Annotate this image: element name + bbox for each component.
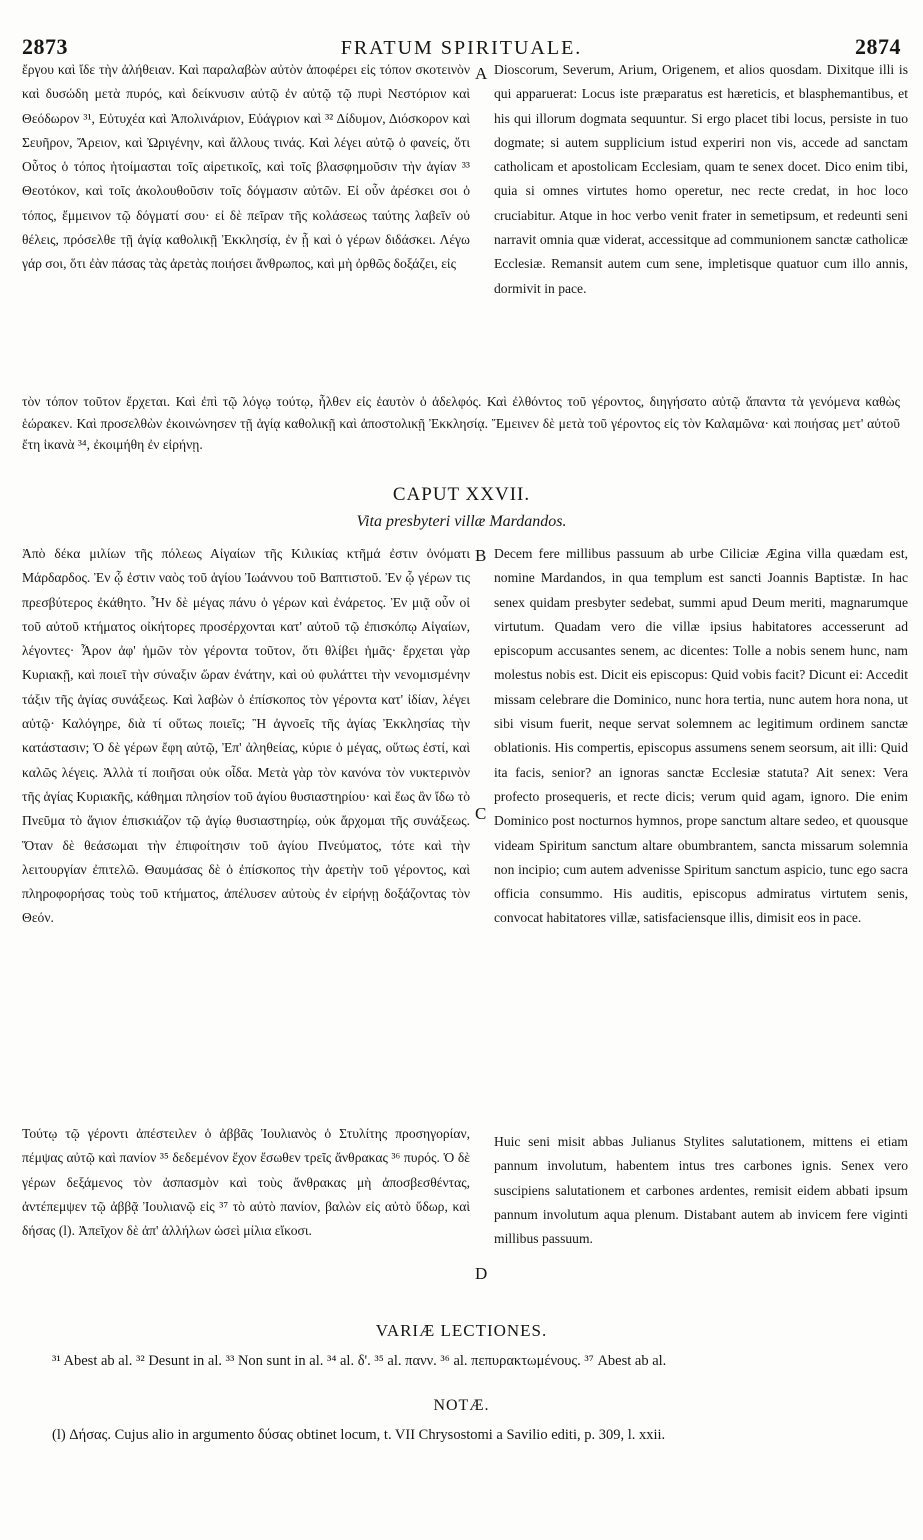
variae-lectiones-text: ³¹ Abest ab al. ³² Desunt in al. ³³ Non sunt in al. ³⁴ al. δ'. ³⁵ al. πανν. ³⁶ al. πεπυρακτωμένους. ³⁷ Abest ab al. <box>52 1353 667 1369</box>
page-number-left: 2873 <box>22 34 68 59</box>
latin-column-1: Dioscorum, Severum, Arium, Origenem, et alios quosdam. Dixitque illi is qui apparuerat: Locus iste præparatus est hæreticis, et blasphemantibus, et his qui illorum dogmata sequuntur. Si ergo placet tibi locus, persiste in tuo dogmate; si autem supplicium istud experiri non vis, accede ad sanctam catholicam et apostolicam Ecclesiam, quam te senex docet. Dico enim tibi, quia si omnes virtutes homo operetur, nec recte credat, in hoc loco cruciabitur. Atque in hoc verbo venit frater in semetipsum, et redeunti seni narravit omnia quæ viderat, accessitque ad communionem sanctæ catholicæ Ecclesiæ. Remansit autem cum sene, impletisque quatuor cum illo annis, dormivit in pace. <box>494 62 908 296</box>
chapter-heading: CAPUT XXVII. <box>392 484 531 505</box>
running-title: FRATUM SPIRITUALE. <box>340 37 583 59</box>
greek-full-width-paragraph: τὸν τόπον τοῦτον ἔρχεται. Καὶ ἐπὶ τῷ λόγῳ τούτῳ, ἦλθεν εἰς ἑαυτὸν ὁ ἀδελφός. Καὶ ἐλθόντος τοῦ γέροντος, διηγήσατο αὐτῷ ἅπαντα τὰ γενόμενα καθὼς ἑώρακεν. Καὶ προσελθὼν ἐκοινώνησεν τῇ ἁγίᾳ καθολικῇ καὶ ἀποστολικῇ Ἐκκλησίᾳ. Ἔμεινεν δὲ μετὰ τοῦ γέροντος εἰς τὸν Καλαμῶνα· καὶ ποιήσας μετ' αὐτοῦ ἔτη ἱκανὰ ³⁴, ἐκοιμήθη ἐν εἰρήνῃ. <box>22 394 900 452</box>
margin-marker-c: C <box>475 804 487 823</box>
margin-marker-d: D <box>475 1264 488 1283</box>
greek-column-3: Τούτῳ τῷ γέροντι ἀπέστειλεν ὁ ἀββᾶς Ἰουλιανὸς ὁ Στυλίτης προσηγορίαν, πέμψας αὐτῷ καὶ πανίον ³⁵ δεδεμένον ἔχον ἔσωθεν τρεῖς ἄνθρακας ³⁶ πυρός. Ὁ δὲ γέρων δεξάμενος τὸν ἀσπασμὸν καὶ τοὺς ἄνθρακας μὴ ἀποσβεσθέντας, ἀντέπεμψεν τῷ ἀββᾷ Ἰουλιανῷ εἰς ³⁷ τὸ αὐτὸ πανίον, βαλὼν εἰς αὐτὸ ὕδωρ, καὶ δήσας (l). Ἀπεῖχον δὲ ἀπ' ἀλλήλων ὡσεὶ μίλια εἴκοσι. <box>22 1126 470 1239</box>
notae-text: (l) Δήσας. Cujus alio in argumento δύσας obtinet locum, t. VII Chrysostomi a Savilio editi, p. 309, l. xxii. <box>52 1427 666 1443</box>
latin-column-2: Decem fere millibus passuum ab urbe Ciliciæ Ægina villa quædam est, nomine Mardandos, in qua templum est sancti Joannis Baptistæ. In hac senex quidam presbyter sedebat, summi apud Deum meriti, magnarumque virtutum. Quadam vero die villæ ipsius habitatores accesserunt ad episcopum accusantes senem, ac dicentes: Tolle a nobis senem hunc, nam molestus nobis est. Dicit eis episcopus: Quid vobis facit? Dicunt ei: Accedit missam celebrare die Dominico, nunc hora tertia, nunc autem hora nona, ut sibi visum fuerit, neque servat solemnem ac legitimum ordinem sanctæ oblationis. His compertis, episcopus assumens senem seorsum, ait illi: Quid ita facis, senior? an ignoras sanctæ Ecclesiæ statuta? Ait senex: Vera profecto prosequeris, et recte dicis; verum quid agam, ignoro. Die enim Dominico post nocturnos hymnos, prope sanctum altare sedeo, et quousque videam Spiritum sanctum altare obumbrantem, sancta missarum solemnia non incipio; cum autem advenisse Spiritum sanctum aspicio, tunc ego sacra officia consummo. His auditis, episcopus admiratus virtutem senis, convocat habitatores villæ, satisfaciensque illis, dimisit eos in pace. <box>494 546 908 926</box>
chapter-subtitle: Vita presbyteri villæ Mardandos. <box>356 513 567 530</box>
latin-column-3: Huic seni misit abbas Julianus Stylites salutationem, mittens ei etiam pannum involutum, habentem intus tres carbones ignis. Senex vero suscipiens salutationem et carbones ardentes, remisit eidem abbati ipsum pannum involutum aqua plenum. Distabant autem ab invicem fere viginti millibus passuum. <box>494 1134 908 1247</box>
section-2-columns <box>22 542 908 1118</box>
variae-lectiones-heading: VARIÆ LECTIONES. <box>375 1321 548 1340</box>
section-1-columns <box>22 58 908 388</box>
greek-column-2: Ἀπὸ δέκα μιλίων τῆς πόλεως Αἰγαίων τῆς Κιλικίας κτῆμά ἐστιν ὀνόματι Μάρδαρδος. Ἐν ᾧ ἐστιν ναὸς τοῦ ἁγίου Ἰωάννου τοῦ Βαπτιστοῦ. Ἐν ᾧ γέρων τις πρεσβύτερος ἐκάθητο. Ἦν δὲ μέγας πάνυ ὁ γέρων καὶ ἐνάρετος. Ἐν μιᾷ οὖν οἱ τοῦ αὐτοῦ κτήματος οἰκήτορες προσέρχονται κατ' αὐτοῦ τῷ ἐπισκόπῳ Αἰγαίων, λέγοντες· Ἆρον ἀφ' ἡμῶν τὸν γέροντα τοῦτον, ὅτι θλίβει ἡμᾶς· ἔρχεται γὰρ Κυριακῇ, καὶ ποιεῖ τὴν σύναξιν ὥραν ἐνάτην, καὶ οὐ φυλάττει τὴν νενομισμένην τάξιν τῆς ἁγίας συνάξεως. Καὶ λαβὼν ὁ ἐπίσκοπος τὸν γέροντα κατ' ἰδίαν, λέγει αὐτῷ· Καλόγηρε, διὰ τί οὕτως ποιεῖς; Ἢ ἀγνοεῖς τῆς ἁγίας Ἐκκλησίας τὴν κατάστασιν; Ὁ δὲ γέρων ἔφη αὐτῷ, Ἐπ' ἀληθείας, κύριε ὁ μέγας, οὕτως ἐστί, καὶ καλῶς λέγεις. Ἀλλὰ τί ποιῆσαι οὐκ οἶδα. Μετὰ γὰρ τὸν κανόνα τὸν νυκτερινὸν τῆς ἁγίας Κυριακῆς, κάθημαι πλησίον τοῦ ἁγίου θυσιαστηρίου· καὶ ἕως ἂν ἴδω τὸ Πνεῦμα τὸ ἅγιον ἐπισκιάζον τῷ ἁγίῳ θυσιαστηρίῳ, οὐκ ἄρχομαι τῆς συνάξεως. Ὅταν δὲ θεάσωμαι τὴν ἐπιφοίτησιν τοῦ ἁγίου Πνεύματος, τότε καὶ τὴν λειτουργίαν ἐπιτελῶ. Θαυμάσας δὲ ὁ ἐπίσκοπος τὴν ἀρετὴν τοῦ γέροντος, καὶ πληροφορήσας τοὺς τοῦ κτήματος, ἀπέλυσεν αὐτοὺς ἐν εἰρήνῃ δοξάζοντας τὸν Θεόν. <box>22 546 470 926</box>
greek-column-1: ἔργου καὶ ἴδε τὴν ἀλήθειαν. Καὶ παραλαβὼν αὐτὸν ἀποφέρει εἰς τόπον σκοτεινὸν καὶ δυσώδη μετὰ πυρός, καὶ δείκνυσιν αὐτῷ ἐν αὐτῷ τῷ πυρὶ Νεστόριον καὶ Θεόδωρον ³¹, Εὐτυχέα καὶ Ἀπολινάριον, Εὐάγριον καὶ ³² Δίδυμον, Διόσκορον καὶ Σευῆρον, Ἄρειον, καὶ Ὠριγένην, καὶ ἄλλους τινάς. Καὶ λέγει αὐτῷ ὁ φανείς, ὅτι Οὗτος ὁ τόπος ἡτοίμασται τοῖς αἱρετικοῖς, καὶ τοῖς βλασφημοῦσιν τὴν ἁγίαν ³³ Θεοτόκον, καὶ τοῖς ἀκολουθοῦσιν τοῖς δόγμασιν αὐτῶν. Εἰ οὖν ἀρέσκει σοι ὁ τόπος, ἔμμεινον τῷ δόγματί σου· εἰ δὲ πεῖραν τῆς κολάσεως ταύτης λαβεῖν οὐ θέλεις, πρόσελθε τῇ ἁγίᾳ καθολικῇ Ἐκκλησίᾳ, ἐν ᾗ καὶ ὁ γέρων διδάσκει. Λέγω γάρ σοι, ὅτι ἐὰν πάσας τὰς ἀρετὰς ποιήσει ἄνθρωπος, καὶ μὴ ὀρθῶς δοξάζει, εἰς <box>22 62 470 272</box>
page-number-right: 2874 <box>854 34 901 59</box>
notae-heading: NOTÆ. <box>433 1397 490 1414</box>
section-3-columns <box>22 1122 908 1308</box>
margin-marker-b: B <box>475 546 487 565</box>
margin-marker-a: A <box>475 64 488 83</box>
page-header <box>22 34 901 60</box>
